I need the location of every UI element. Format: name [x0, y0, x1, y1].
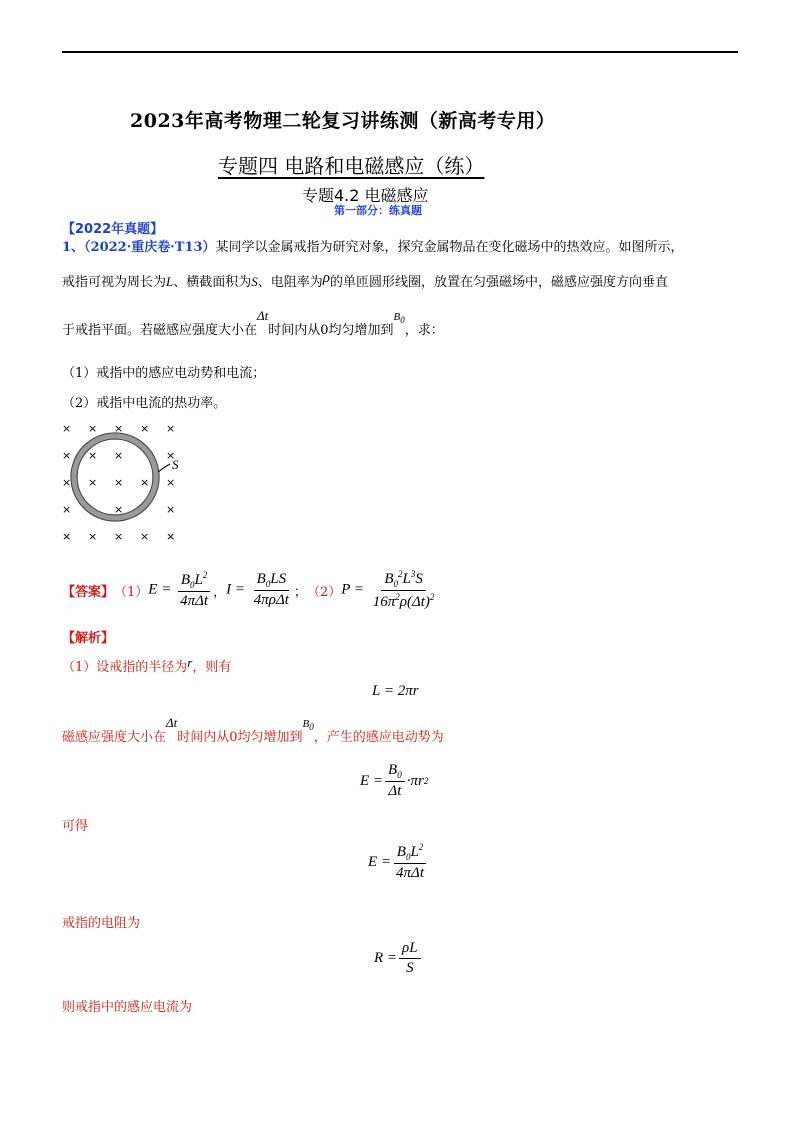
field-cross: × — [166, 530, 176, 543]
field-cross: × — [88, 530, 98, 543]
field-cross: × — [62, 503, 72, 516]
sub-question-2: （2）戒指中电流的热功率。 — [62, 396, 227, 411]
symbol-r: r — [187, 655, 193, 670]
question-text-2b: 、横截面积为 — [173, 275, 252, 290]
analysis-text-1b: ，则有 — [192, 660, 232, 675]
symbol-B0-2: B0 — [302, 718, 314, 733]
field-cross: × — [114, 503, 124, 516]
equation-emf-area: E = $\frac{B_0}{\Delta t}$ ·πr 2 — [360, 762, 429, 800]
analysis-step-4: 戒指的电阻为 — [62, 916, 141, 931]
field-cross: × — [62, 449, 72, 462]
field-cross: × — [114, 449, 124, 462]
analysis-tag: 【解析】 — [62, 631, 115, 646]
ring-figure — [58, 420, 188, 545]
answer-part1: （1） — [114, 584, 149, 600]
answer-current-formula: I = $\frac{B_0LS}{\text{4πρΔt}}$ — [226, 570, 289, 609]
question-text-3b: 时间内从0均匀增加到 — [268, 323, 394, 338]
field-cross: × — [166, 422, 176, 435]
question-text-2d: 的单匝圆形线圈，放置在匀强磁场中，磁感应强度方向垂直 — [329, 275, 668, 290]
field-cross: × — [140, 422, 150, 435]
field-cross: × — [166, 449, 176, 462]
field-cross: × — [166, 476, 176, 489]
symbol-B0: B0 — [393, 311, 405, 326]
header-rule — [62, 51, 738, 53]
field-cross: × — [166, 503, 176, 516]
equation-circumference: L = 2πr — [372, 683, 419, 699]
question-text-3c: ，求： — [404, 323, 444, 338]
answer-comma: ， — [213, 584, 227, 600]
analysis-step-5: 则戒指中的感应电流为 — [62, 1000, 193, 1015]
symbol-L: L — [166, 274, 174, 289]
analysis-step-1 — [62, 656, 231, 675]
field-cross: × — [88, 422, 98, 435]
answer-emf-formula: E = $\frac{B_0L^2}{\text{4πΔt}}$ — [148, 570, 213, 611]
field-cross: × — [114, 422, 124, 435]
document-title: 2023年高考物理二轮复习讲练测（新高考专用） — [130, 110, 556, 132]
question-line-3 — [62, 308, 444, 340]
symbol-delta-t-2: Δt — [166, 715, 178, 730]
field-cross: × — [88, 476, 98, 489]
answer-tag: 【答案】 — [62, 584, 115, 600]
field-cross: × — [62, 530, 72, 543]
symbol-delta-t: Δt — [257, 308, 269, 323]
analysis-text-2a: 磁感应强度大小在 — [62, 730, 167, 745]
part-title: 第一部分：练真题 — [334, 204, 422, 217]
question-source: （2022·重庆卷·T13） — [84, 240, 216, 255]
equation-emf-result: E = $\frac{B_0L^2}{\text{4πΔt}}$ — [368, 842, 429, 883]
topic-title: 专题四 电路和电磁感应（练） — [218, 154, 485, 178]
analysis-text-2c: ，产生的感应电动势为 — [313, 730, 444, 745]
field-cross: × — [62, 422, 72, 435]
answer-semicolon: ； — [293, 584, 307, 600]
question-line-2 — [62, 270, 668, 291]
ring-label-S: S — [172, 457, 179, 472]
sub-question-1: （1）戒指中的感应电动势和电流； — [62, 366, 266, 381]
analysis-step-3: 可得 — [62, 819, 89, 834]
analysis-step-2 — [62, 715, 444, 746]
field-cross: × — [140, 476, 150, 489]
field-cross: × — [114, 530, 124, 543]
field-cross: × — [114, 476, 124, 489]
answer-power-formula: P = $\frac{B_0^2L^3S}{16\pi^2\rho(\Delta t)^2}$ — [341, 568, 435, 611]
question-line-1 — [62, 240, 684, 256]
equation-resistance: R = $\frac{\rho L}{S}$ — [374, 940, 423, 978]
question-number: 1、 — [62, 240, 85, 255]
field-cross: × — [140, 530, 150, 543]
analysis-text-1a: （1）设戒指的半径为 — [62, 660, 188, 675]
analysis-text-2b: 时间内从0均匀增加到 — [177, 730, 303, 745]
section-title: 专题4.2 电磁感应 — [302, 186, 429, 205]
answer-line — [62, 568, 439, 612]
question-text-3a: 于戒指平面。若磁感应强度大小在 — [62, 323, 258, 338]
symbol-rho: ρ — [322, 270, 330, 286]
field-cross: × — [62, 476, 72, 489]
question-text-2a: 戒指可视为周长为 — [62, 275, 167, 290]
question-text-2c: 、电阻率为 — [257, 275, 323, 290]
field-cross: × — [88, 449, 98, 462]
symbol-S: S — [251, 274, 258, 289]
answer-part2: （2） — [306, 584, 342, 600]
year-tag: 【2022年真题】 — [62, 222, 164, 237]
question-text-1: 某同学以金属戒指为研究对象，探究金属物品在变化磁场中的热效应。如图所示， — [215, 240, 684, 255]
